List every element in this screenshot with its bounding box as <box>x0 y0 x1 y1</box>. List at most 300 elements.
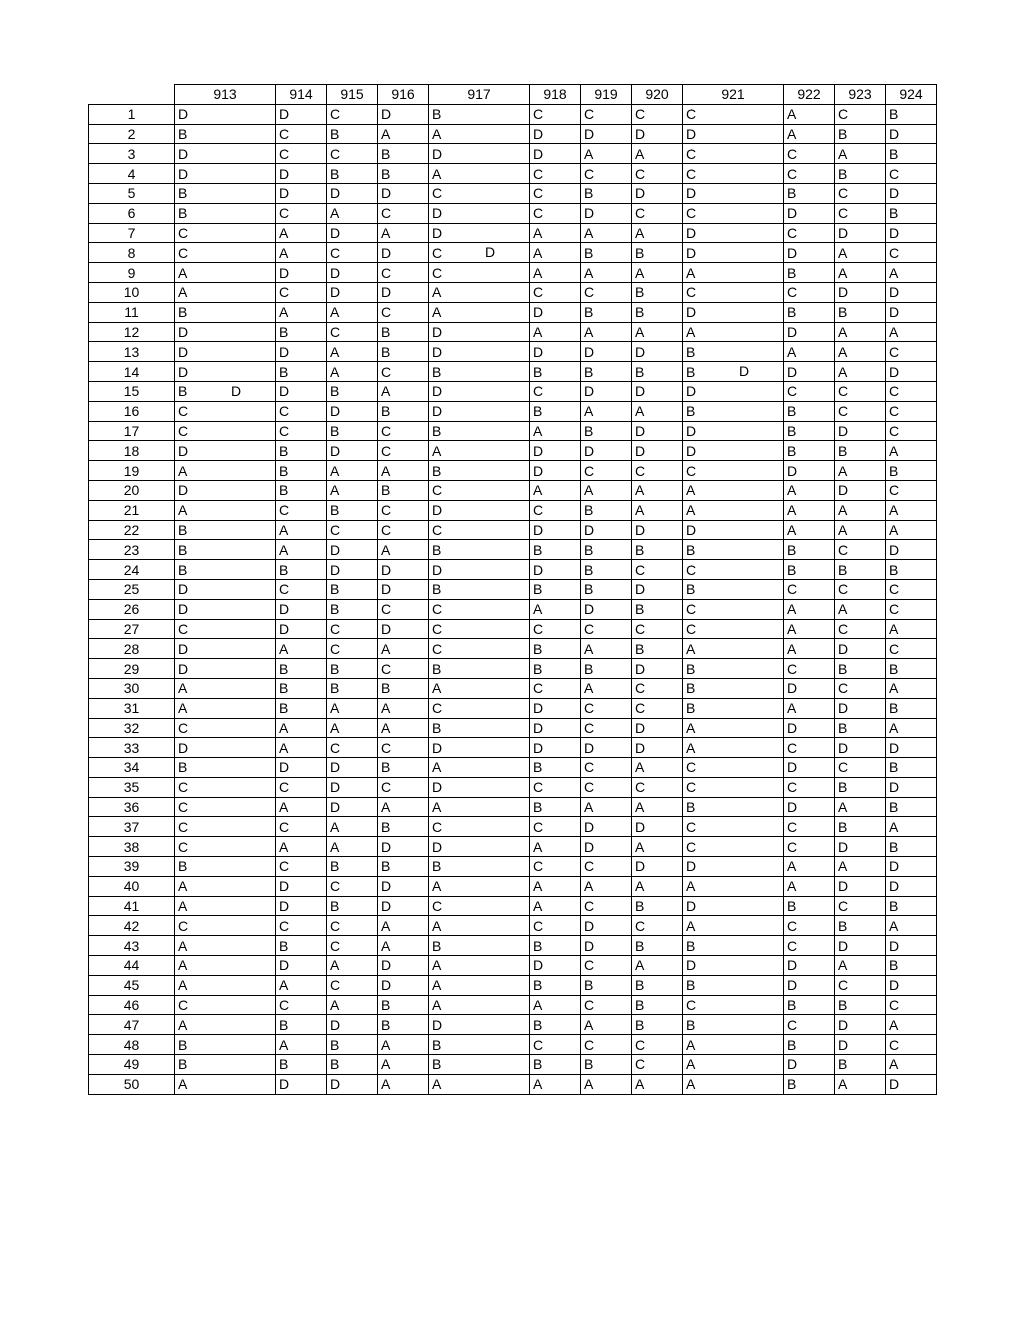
answer-letter: A <box>889 719 899 736</box>
answer-cell <box>632 678 683 698</box>
answer-letter: C <box>889 165 900 182</box>
answer-letter: D <box>279 185 290 202</box>
answer-letter: D <box>889 1076 900 1093</box>
answer-letter: A <box>889 1016 899 1033</box>
answer-cell <box>886 381 937 401</box>
table-row <box>89 441 937 461</box>
answer-cell <box>378 243 429 263</box>
question-number: 31 <box>89 698 175 718</box>
answer-cell <box>530 619 581 639</box>
answer-cell <box>175 916 276 936</box>
answer-cell <box>327 144 378 164</box>
answer-letter: B <box>279 323 289 340</box>
answer-cell <box>632 500 683 520</box>
answer-cell <box>581 401 632 421</box>
answer-cell <box>175 956 276 976</box>
answer-letter: A <box>178 264 188 281</box>
question-number: 24 <box>89 560 175 580</box>
answer-letter: C <box>279 818 290 835</box>
answer-cell <box>276 619 327 639</box>
answer-cell <box>581 243 632 263</box>
answer-cell <box>175 520 276 540</box>
answer-cell <box>632 520 683 540</box>
answer-letter: A <box>838 363 848 380</box>
answer-letter: C <box>279 997 290 1014</box>
answer-cell <box>276 777 327 797</box>
answer-letter: C <box>838 185 849 202</box>
answer-cell <box>632 1055 683 1075</box>
answer-cell <box>683 659 784 679</box>
answer-cell <box>835 441 886 461</box>
answer-cell <box>276 223 327 243</box>
answer-letter: B <box>533 759 543 776</box>
answer-cell <box>276 639 327 659</box>
answer-letter: C <box>838 205 849 222</box>
answer-letter: C <box>533 502 544 519</box>
answer-letter: C <box>533 284 544 301</box>
answer-letter: C <box>584 997 595 1014</box>
answer-cell <box>175 857 276 877</box>
answer-cell <box>784 520 835 540</box>
answer-cell <box>276 203 327 223</box>
answer-cell <box>835 1074 886 1094</box>
answer-cell <box>378 718 429 738</box>
answer-cell <box>886 362 937 382</box>
answer-cell <box>378 678 429 698</box>
answer-cell <box>276 500 327 520</box>
answer-letter: B <box>178 383 188 400</box>
answer-cell <box>835 896 886 916</box>
column-header: 924 <box>886 85 937 105</box>
answer-cell <box>632 560 683 580</box>
answer-letter: D <box>178 640 189 657</box>
answer-letter: D <box>533 739 544 756</box>
answer-cell <box>581 678 632 698</box>
table-row <box>89 243 937 263</box>
answer-letter: C <box>584 779 595 796</box>
answer-letter: A <box>635 482 645 499</box>
answer-cell <box>276 124 327 144</box>
answer-cell <box>276 540 327 560</box>
answer-cell <box>530 362 581 382</box>
answer-letter: D <box>584 521 595 538</box>
answer-cell <box>429 916 530 936</box>
answer-cell <box>784 678 835 698</box>
table-row <box>89 916 937 936</box>
question-number: 27 <box>89 619 175 639</box>
answer-cell <box>530 282 581 302</box>
answer-letter: C <box>584 858 595 875</box>
answer-letter: C <box>838 403 849 420</box>
answer-cell <box>378 124 429 144</box>
answer-letter: C <box>330 244 341 261</box>
answer-letter: B <box>584 977 594 994</box>
question-number: 49 <box>89 1055 175 1075</box>
answer-cell <box>327 916 378 936</box>
answer-letter: D <box>838 700 849 717</box>
answer-letter: D <box>381 581 392 598</box>
answer-letter: B <box>533 977 543 994</box>
answer-cell <box>378 540 429 560</box>
answer-cell <box>683 777 784 797</box>
answer-cell <box>327 1035 378 1055</box>
answer-letter: B <box>889 205 899 222</box>
answer-letter: D <box>330 779 341 796</box>
answer-letter: D <box>889 739 900 756</box>
answer-letter: D <box>787 462 798 479</box>
answer-letter: D <box>432 205 443 222</box>
answer-letter: D <box>889 779 900 796</box>
answer-cell <box>683 738 784 758</box>
question-number: 2 <box>89 124 175 144</box>
answer-cell <box>378 975 429 995</box>
table-row <box>89 698 937 718</box>
answer-cell <box>378 461 429 481</box>
answer-cell <box>683 263 784 283</box>
answer-cell <box>581 500 632 520</box>
answer-cell <box>784 282 835 302</box>
answer-letter: D <box>279 601 290 618</box>
answer-cell <box>429 1015 530 1035</box>
answer-letter: B <box>787 403 797 420</box>
answer-letter: D <box>686 442 697 459</box>
answer-cell <box>835 995 886 1015</box>
question-number: 35 <box>89 777 175 797</box>
answer-letter: A <box>178 937 188 954</box>
table-row <box>89 461 937 481</box>
answer-cell <box>784 758 835 778</box>
answer-cell <box>530 916 581 936</box>
answer-cell <box>835 500 886 520</box>
answer-cell <box>581 995 632 1015</box>
question-number: 40 <box>89 876 175 896</box>
answer-cell <box>530 381 581 401</box>
answer-cell <box>886 896 937 916</box>
answer-cell <box>683 362 784 382</box>
answer-cell <box>429 500 530 520</box>
answer-letter: A <box>787 858 797 875</box>
answer-letter: C <box>584 165 595 182</box>
answer-cell <box>683 639 784 659</box>
answer-letter: B <box>381 343 391 360</box>
answer-letter: C <box>432 640 443 657</box>
answer-letter: D <box>635 818 646 835</box>
answer-letter: B <box>432 660 442 677</box>
answer-letter: C <box>178 838 189 855</box>
answer-letter: B <box>787 264 797 281</box>
answer-letter: B <box>838 779 848 796</box>
answer-cell <box>327 659 378 679</box>
answer-letter: B <box>533 403 543 420</box>
answer-letter: B <box>330 581 340 598</box>
answer-letter: B <box>584 502 594 519</box>
answer-letter: D <box>279 343 290 360</box>
answer-cell <box>530 164 581 184</box>
answer-letter: D <box>533 521 544 538</box>
answer-cell <box>378 758 429 778</box>
answer-letter: D <box>178 660 189 677</box>
answer-cell <box>175 936 276 956</box>
table-row <box>89 540 937 560</box>
answer-cell <box>886 520 937 540</box>
answer-cell <box>784 619 835 639</box>
answer-cell <box>175 896 276 916</box>
answer-cell <box>530 579 581 599</box>
answer-cell <box>835 758 886 778</box>
answer-cell <box>886 540 937 560</box>
answer-cell <box>429 758 530 778</box>
answer-cell <box>835 817 886 837</box>
answer-cell <box>632 461 683 481</box>
answer-cell <box>175 619 276 639</box>
answer-letter: A <box>178 1016 188 1033</box>
answer-letter: D <box>432 383 443 400</box>
answer-letter: A <box>178 898 188 915</box>
answer-cell <box>835 104 886 124</box>
answer-letter: B <box>635 541 645 558</box>
answer-letter: C <box>686 779 697 796</box>
answer-cell <box>429 322 530 342</box>
table-row <box>89 678 937 698</box>
answer-cell <box>835 322 886 342</box>
answer-cell <box>632 1015 683 1035</box>
answer-letter: D <box>686 383 697 400</box>
answer-letter: B <box>838 660 848 677</box>
answer-cell <box>175 975 276 995</box>
question-number: 3 <box>89 144 175 164</box>
answer-cell <box>530 777 581 797</box>
answer-cell <box>683 975 784 995</box>
answer-letter: D <box>178 739 189 756</box>
answer-cell <box>835 738 886 758</box>
answer-letter: B <box>584 422 594 439</box>
answer-letter: D <box>178 343 189 360</box>
answer-letter: B <box>686 937 696 954</box>
answer-letter: B <box>330 422 340 439</box>
answer-cell <box>175 718 276 738</box>
answer-letter: C <box>330 323 341 340</box>
answer-letter: B <box>635 640 645 657</box>
answer-cell <box>886 936 937 956</box>
answer-cell <box>530 975 581 995</box>
question-number: 29 <box>89 659 175 679</box>
answer-letter: B <box>533 799 543 816</box>
answer-letter: B <box>432 363 442 380</box>
answer-letter: A <box>178 284 188 301</box>
answer-letter: B <box>432 581 442 598</box>
answer-letter: C <box>330 620 341 637</box>
answer-cell <box>530 480 581 500</box>
answer-letter: D <box>330 1016 341 1033</box>
answer-letter: B <box>889 106 899 123</box>
answer-cell <box>530 797 581 817</box>
answer-letter: C <box>533 680 544 697</box>
answer-cell <box>378 144 429 164</box>
answer-cell <box>784 183 835 203</box>
answer-cell <box>886 876 937 896</box>
answer-cell <box>632 1074 683 1094</box>
answer-cell <box>581 579 632 599</box>
answer-cell <box>175 599 276 619</box>
answer-letter: C <box>279 858 290 875</box>
answer-letter: C <box>584 957 595 974</box>
table-row <box>89 342 937 362</box>
answer-cell <box>327 381 378 401</box>
answer-letter: A <box>279 244 289 261</box>
answer-letter: A <box>432 957 442 974</box>
answer-letter: D <box>330 799 341 816</box>
answer-cell <box>886 916 937 936</box>
answer-cell <box>327 302 378 322</box>
answer-letter: B <box>584 304 594 321</box>
answer-cell <box>378 480 429 500</box>
answer-letter: B <box>838 997 848 1014</box>
question-number: 36 <box>89 797 175 817</box>
answer-letter: A <box>686 640 696 657</box>
answer-cell <box>835 579 886 599</box>
answer-cell <box>429 1074 530 1094</box>
column-header: 915 <box>327 85 378 105</box>
answer-cell <box>835 560 886 580</box>
answer-letter: A <box>432 878 442 895</box>
answer-letter: C <box>686 205 697 222</box>
answer-letter: D <box>533 145 544 162</box>
answer-cell <box>784 777 835 797</box>
answer-cell <box>835 797 886 817</box>
answer-letter: D <box>787 957 798 974</box>
answer-cell <box>327 520 378 540</box>
answer-cell <box>327 837 378 857</box>
answer-cell <box>378 876 429 896</box>
answer-letter: C <box>178 244 189 261</box>
answer-cell <box>530 441 581 461</box>
answer-letter: A <box>330 997 340 1014</box>
question-number: 47 <box>89 1015 175 1035</box>
answer-cell <box>581 104 632 124</box>
question-number: 44 <box>89 956 175 976</box>
answer-letter: C <box>279 145 290 162</box>
question-number: 39 <box>89 857 175 877</box>
answer-cell <box>581 619 632 639</box>
answer-cell <box>327 995 378 1015</box>
answer-cell <box>581 698 632 718</box>
answer-cell <box>632 342 683 362</box>
answer-letter: D <box>787 363 798 380</box>
answer-letter: B <box>635 997 645 1014</box>
answer-letter: A <box>330 462 340 479</box>
answer-cell <box>378 777 429 797</box>
answer-cell <box>683 480 784 500</box>
answer-letter: D <box>584 937 595 954</box>
answer-letter: D <box>635 719 646 736</box>
header-row <box>89 85 937 105</box>
answer-cell <box>835 956 886 976</box>
answer-letter: D <box>381 244 392 261</box>
answer-letter: A <box>686 739 696 756</box>
answer-cell <box>784 599 835 619</box>
answer-cell <box>276 1055 327 1075</box>
answer-cell <box>683 520 784 540</box>
answer-cell <box>429 1035 530 1055</box>
answer-cell <box>175 421 276 441</box>
answer-letter: C <box>635 106 646 123</box>
answer-cell <box>581 520 632 540</box>
answer-letter: A <box>635 403 645 420</box>
table-row <box>89 1055 937 1075</box>
answer-cell <box>886 995 937 1015</box>
answer-cell <box>835 857 886 877</box>
answer-letter: A <box>432 799 442 816</box>
answer-letter: C <box>686 462 697 479</box>
answer-cell <box>378 520 429 540</box>
answer-letter: A <box>787 700 797 717</box>
answer-letter: D <box>178 581 189 598</box>
answer-cell <box>683 164 784 184</box>
question-number: 25 <box>89 579 175 599</box>
answer-cell <box>581 381 632 401</box>
answer-letter: A <box>838 343 848 360</box>
answer-cell <box>378 738 429 758</box>
answer-letter: C <box>889 1036 900 1053</box>
answer-cell <box>632 480 683 500</box>
answer-letter: C <box>584 620 595 637</box>
answer-letter: B <box>330 1036 340 1053</box>
answer-letter: A <box>584 878 594 895</box>
answer-letter: A <box>330 838 340 855</box>
answer-cell <box>327 857 378 877</box>
answer-letter: D <box>686 304 697 321</box>
answer-cell <box>530 263 581 283</box>
answer-letter: C <box>686 997 697 1014</box>
answer-cell <box>886 322 937 342</box>
answer-cell <box>632 144 683 164</box>
answer-letter: B <box>838 1056 848 1073</box>
answer-cell <box>835 362 886 382</box>
answer-cell <box>835 698 886 718</box>
answer-cell <box>327 975 378 995</box>
answer-cell <box>835 164 886 184</box>
answer-letter: C <box>635 620 646 637</box>
answer-cell <box>175 322 276 342</box>
answer-letter: D <box>381 620 392 637</box>
answer-cell <box>784 698 835 718</box>
answer-letter: D <box>381 898 392 915</box>
answer-letter: C <box>330 739 341 756</box>
answer-cell <box>429 995 530 1015</box>
answer-cell <box>581 896 632 916</box>
answer-cell <box>683 461 784 481</box>
answer-letter: B <box>279 700 289 717</box>
answer-letter: C <box>432 482 443 499</box>
answer-cell <box>175 678 276 698</box>
answer-letter: A <box>686 1056 696 1073</box>
answer-cell <box>175 223 276 243</box>
question-number: 15 <box>89 381 175 401</box>
answer-cell <box>429 956 530 976</box>
answer-cell <box>632 579 683 599</box>
answer-cell <box>784 817 835 837</box>
answer-cell <box>835 1055 886 1075</box>
question-number: 7 <box>89 223 175 243</box>
column-header: 919 <box>581 85 632 105</box>
answer-letter: C <box>584 106 595 123</box>
answer-letter: B <box>889 660 899 677</box>
answer-letter: A <box>533 997 543 1014</box>
answer-letter: C <box>178 818 189 835</box>
answer-letter: C <box>889 422 900 439</box>
answer-letter: C <box>838 977 849 994</box>
answer-letter: A <box>889 323 899 340</box>
